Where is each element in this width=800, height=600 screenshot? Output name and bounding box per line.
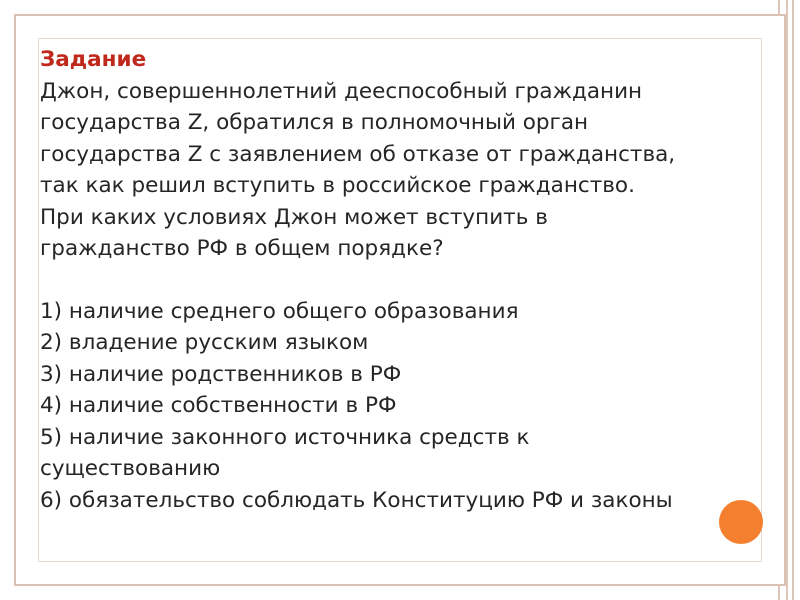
decorative-rule bbox=[792, 0, 794, 600]
task-line: При каких условиях Джон может вступить в bbox=[40, 204, 548, 230]
slide-content bbox=[40, 44, 740, 516]
answer-option: 2) владение русским языком bbox=[40, 330, 369, 355]
answer-option-continued: существованию bbox=[40, 456, 221, 481]
answer-option: 5) наличие законного источника средств к bbox=[40, 424, 530, 450]
task-line: гражданство РФ в общем порядке? bbox=[40, 236, 444, 261]
task-heading: Задание bbox=[40, 47, 147, 72]
answer-option: 4) наличие собственности в РФ bbox=[40, 393, 397, 418]
task-line: Джон, совершеннолетний дееспособный гражданин bbox=[40, 78, 643, 104]
orange-circle-icon bbox=[719, 500, 763, 544]
spacer bbox=[40, 265, 740, 296]
answer-option: 3) наличие родственников в РФ bbox=[40, 361, 402, 387]
task-line: так как решил вступить в российское гражданство. bbox=[40, 173, 635, 198]
answer-option: 6) обязательство соблюдать Конституцию РФ и законы bbox=[40, 487, 673, 513]
decorative-rule bbox=[786, 0, 788, 600]
answer-option: 1) наличие среднего общего образования bbox=[40, 298, 519, 324]
task-line: государства Z, обратился в полномочный орган bbox=[40, 110, 589, 135]
task-line: государства Z с заявлением об отказе от гражданства, bbox=[40, 141, 676, 167]
